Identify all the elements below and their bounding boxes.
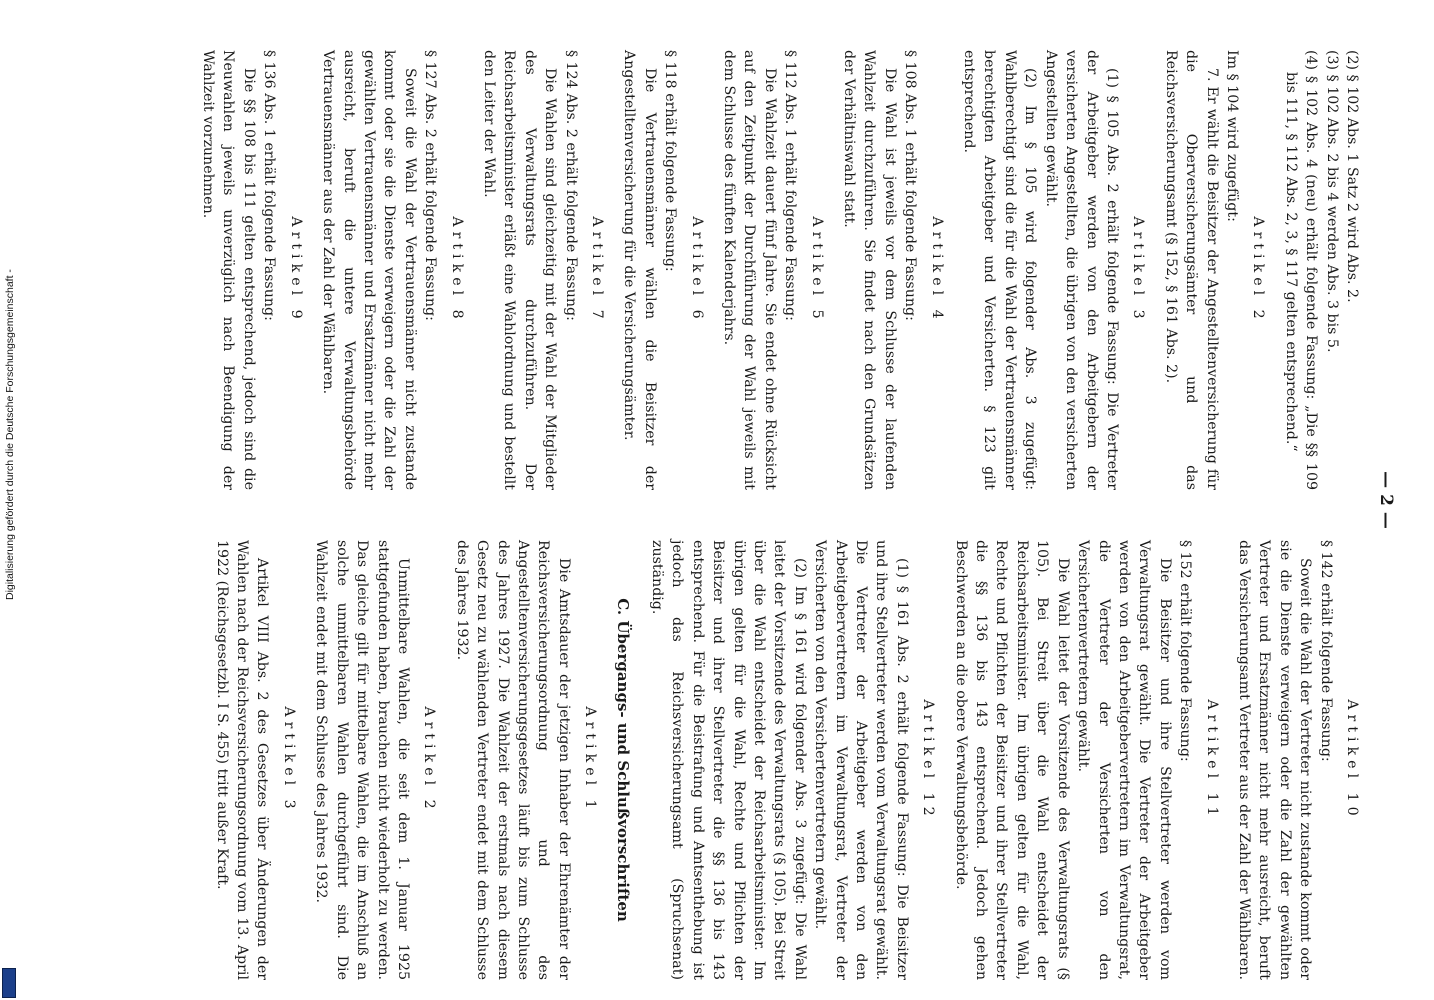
article-text: Die Amtsdauer der jetzigen Inhaber der Ehrenämter der Reichsversicherungsordnung und des Angestelltenversicherungsgesetzes läuft bis zum Schlusse des Jahres 1927. Die Wahlzeit der erstmals nach diesem Gesetz neu zu wählenden Vertreter endet mit dem Schlusse des Jahres 1932. bbox=[453, 540, 572, 980]
article-heading: Artikel 3 bbox=[1130, 216, 1147, 324]
intro-paragraph: (2) § 102 Abs. 1 Satz 2 wird Abs. 2. bbox=[1344, 50, 1360, 303]
article-heading: Artikel 10 bbox=[1344, 699, 1360, 821]
article-intro: § 112 Abs. 1 erhält folgende Fassung: bbox=[782, 50, 799, 321]
article-text: Die Wahlen sind gleichzeitig mit der Wahl der Mitglieder des Verwaltungsrats durchzuführen. Der Reichsarbeitsminister erläßt eine Wahlordnung und bestellt den Leiter der Wahl. bbox=[480, 50, 559, 490]
article-heading: Artikel 6 bbox=[688, 216, 705, 324]
article-heading: Artikel 1 bbox=[582, 706, 599, 814]
article-text: 7. Er wählt die Beisitzer der Angestelltenversicherung für die Oberversicherungsämter und das Reichsversicherungsamt (§ 152, § 161 Abs. 2). bbox=[1162, 50, 1220, 490]
article-heading: Artikel 12 bbox=[920, 699, 937, 821]
article-heading: Artikel 3 bbox=[280, 706, 297, 814]
article-heading: Artikel 8 bbox=[448, 216, 465, 324]
article-text: (1) § 161 Abs. 2 erhält folgende Fassung: Die Beisitzer und ihre Stellvertreter werden vom Verwaltungsrat gewählt. Die Vertreter der Arbeitgeber werden von den Arbeitgebervertretern im Verwaltungsrat, Vertreter der Versicherten von den Versichertenvertretern gewählt. bbox=[812, 540, 910, 980]
section-heading: C. Übergangs- und Schlußvorschriften bbox=[613, 598, 632, 922]
intro-paragraph: (3) § 102 Abs. 2 bis 4 werden Abs. 3 bis 5. bbox=[1323, 50, 1340, 353]
article-text: Die Vertrauensmänner wählen die Beisitzer der Angestelltenversicherung für die Versicherungsämter. bbox=[621, 50, 658, 490]
article-text: Soweit die Wahl der Vertreter nicht zustande kommt oder sie die Dienste verweigern oder die Zahl der gewählten Vertreter und Ersatzmänner nicht mehr ausreicht, beruft das Versicherungsamt Vertreter aus der Zahl der Wählbaren. bbox=[1235, 540, 1314, 980]
article-intro: Im § 104 wird zugefügt: bbox=[1223, 50, 1240, 222]
article-text: Die Beisitzer und ihre Stellvertreter werden vom Verwaltungsrat gewählt. Die Vertreter der Arbeitgeber werden von den Arbeitgebervertretern im Verwaltungsrat, die Vertreter der Versicherten von den Versichertenvertretern gewählt. bbox=[1075, 540, 1173, 980]
dfg-logo bbox=[2, 968, 16, 998]
article-heading: Artikel 7 bbox=[589, 216, 605, 324]
article-text: Die Wahl leitet der Vorsitzende des Verwaltungsrats (§ 105). Bei Streit über die Wahl entscheidet der Reichsarbeitsminister. Im übrigen gelten für die Wahl, Rechte und Pflichten der Beisitzer und ihrer Stellvertreter die §§ 136 bis 143 entsprechend. Jedoch gehen Beschwerden an die obere Verwaltungsbehörde. bbox=[952, 540, 1071, 980]
page-number: — 2 — bbox=[1376, 471, 1396, 529]
article-text: (2) Im § 105 wird folgender Abs. 3 zugefügt: Wahlberechtigt sind die für die Wahl der Vertrauensmänner berechtigten Arbeitgeber und Versicherten. § 123 gilt entsprechend. bbox=[961, 50, 1039, 490]
article-text: Die Wahlzeit dauert fünf Jahre. Sie endet ohne Rücksicht auf den Zeitpunkt der Durchführung der Wahl jeweils mit dem Schlusse des fünften Kalenderjahrs. bbox=[721, 50, 778, 490]
article-intro: § 118 erhält folgende Fassung: bbox=[662, 50, 679, 272]
article-text: (2) Im § 161 wird folgender Abs. 3 zugefügt: Die Wahl leitet der Vorsitzende des Verwaltungsrats (§ 105). Bei Streit über die Wahl entscheidet der Reichsarbeitsminister. Im übrigen gelten für die Wahl, Rechte und Pflichten der Beisitzer und ihrer Stellvertreter die §§ 136 bis 143 entsprechend. Für die Beistrafung und Amtsenthebung ist jedoch das Reichsversicherungsamt (Spruchsenat) zuständig. bbox=[649, 540, 808, 980]
article-intro: § 127 Abs. 2 erhält folgende Fassung: bbox=[422, 50, 439, 321]
article-text: Soweit die Wahl der Vertrauensmänner nicht zustande kommt oder sie die Dienste verweigern oder die Zahl der gewählten Vertrauensmänner und Ersatzmänner nicht mehr ausreicht, beruft die untere Verwaltungsbehörde Vertrauensmänner aus der Zahl der Wählbaren. bbox=[320, 50, 418, 490]
article-heading: Artikel 2 bbox=[1250, 216, 1267, 324]
article-text: Unmittelbare Wahlen, die seit dem 1. Januar 1925 stattgefunden haben, brauchen nicht wiederholt zu werden. Das gleiche gilt für mittelbare Wahlen, die im Anschluß an solche unmittelbaren Wahlen durchgeführt sind. Die Wahlzeit endet mit dem Schlusse des Jahres 1932. bbox=[313, 540, 411, 980]
left-column bbox=[198, 50, 1362, 490]
article-intro: § 152 erhält folgende Fassung: bbox=[1177, 540, 1194, 762]
article-text: Die Wahl ist jeweils vor dem Schlusse der laufenden Wahlzeit durchzuführen. Sie findet nach den Grundsätzen der Verhältniswahl statt. bbox=[841, 50, 898, 490]
article-text: Die §§ 108 bis 111 gelten entsprechend, jedoch sind die Neuwahlen jeweils unverzüglich nach Beendigung der Wahlzeit vorzunehmen. bbox=[200, 50, 257, 490]
article-heading: Artikel 5 bbox=[808, 216, 825, 324]
article-heading: Artikel 4 bbox=[928, 216, 945, 324]
article-intro: § 136 Abs. 1 erhält folgende Fassung: bbox=[261, 50, 278, 321]
article-intro: § 108 Abs. 1 erhält folgende Fassung: bbox=[902, 50, 919, 321]
digitization-credit: Digitalisierung gefördert durch die Deutsche Forschungsgemeinschaft - bbox=[4, 269, 16, 600]
article-intro: § 142 erhält folgende Fassung: bbox=[1317, 540, 1334, 762]
right-column bbox=[211, 540, 1362, 980]
article-text: (1) § 105 Abs. 2 erhält folgende Fassung: Die Vertreter der Arbeitgeber werden von den Arbeitgebern der versicherten Angestellten, die übrigen von den versicherten Angestellten gewählt. bbox=[1042, 50, 1120, 490]
intro-paragraph: (4) § 102 Abs. 4 (neu) erhält folgende Fassung: „Die §§ 109 bis 111, § 112 Abs. 2, 3, § 117 gelten entsprechend.“ bbox=[1282, 50, 1320, 490]
article-text: Artikel VIII Abs. 2 des Gesetzes über Änderungen der Wahlen nach der Reichsversicherungsordnung vom 13. April 1922 (Reichsgesetzbl. I S. 455) tritt außer Kraft. bbox=[213, 540, 271, 980]
article-heading: Artikel 2 bbox=[421, 706, 438, 814]
article-intro: § 124 Abs. 2 erhält folgende Fassung: bbox=[562, 50, 579, 321]
article-heading: Artikel 9 bbox=[287, 216, 304, 324]
article-heading: Artikel 11 bbox=[1203, 699, 1220, 821]
